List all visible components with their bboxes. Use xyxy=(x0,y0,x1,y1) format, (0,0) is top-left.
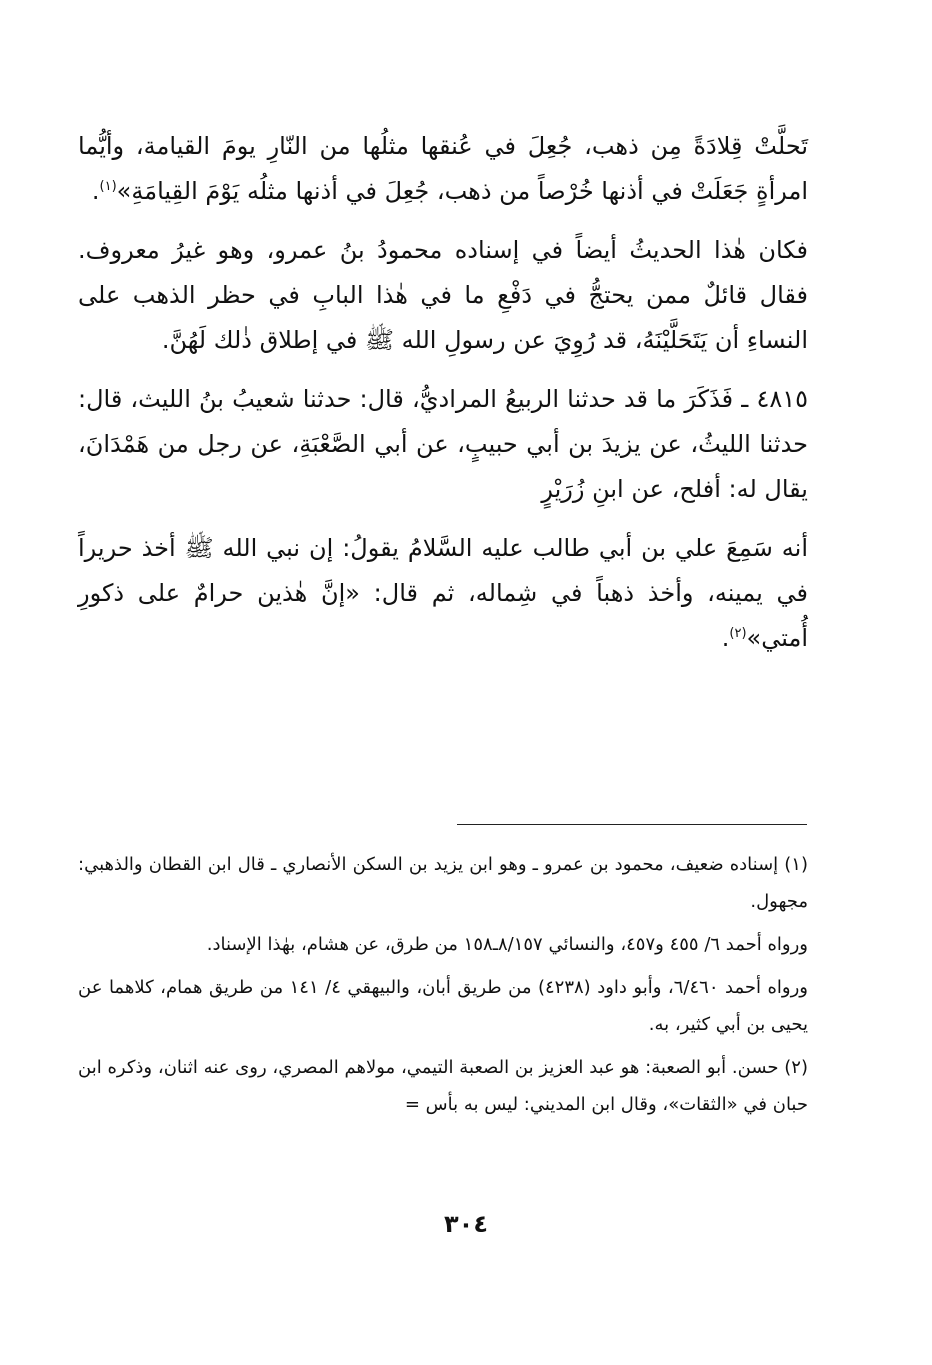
main-text xyxy=(78,124,808,661)
footnote-divider xyxy=(457,824,807,825)
main-text-block xyxy=(78,124,808,675)
paragraph-2: فكان هٰذا الحديثُ أيضاً في إسناده محمودُ بنُ عمرو، وهو غيرُ معروف. فقال قائلٌ ممن يحتجُّ في دَفْعِ ما في هٰذا البابِ في حظر الذهب على النساءِ أن يَتَحَلَّيْنَهُ، قد رُوِيَ عن رسولِ الله ﷺ في إطلاق ذٰلك لَهُنَّ. xyxy=(78,236,808,354)
paragraph-1-text: تَحلَّتْ قِلادَةً مِن ذهب، جُعِلَ في عُنقها مثلُها من النّارِ يومَ القيامة، وأيُّما امرأةٍ جَعَلَتْ في أذنها خُرْصاً من ذهب، جُعِلَ في أذنها مثلُه يَوْمَ القِيامَةِ» xyxy=(78,132,808,205)
paragraph-3-hadith-chain: ٤٨١٥ ـ فَذَكَرَ ما قد حدثنا الربيعُ المراديُّ، قال: حدثنا شعيبُ بنُ الليث، قال: حدثنا الليثُ، عن يزيدَ بن أبي حبيبٍ، عن أبي الصَّعْبَةِ، عن رجل من هَمْدَانَ، يقال له: أفلح، عن ابنِ زُرَيْرٍ xyxy=(78,385,808,503)
footnote-1-continued-b: ورواه أحمد ٦/٤٦٠، وأبو داود (٤٢٣٨) من طريق أبان، والبيهقي ٤/ ١٤١ من طريق همام، كلاهما عن يحيى بن أبي كثير، به. xyxy=(78,977,808,1035)
paragraph-1 xyxy=(78,124,808,214)
footnote-2: (٢) حسن. أبو الصعبة: هو عبد العزيز بن الصعبة التيمي، مولاهم المصري، روى عنه اثنان، وذكره ابن حبان في «الثقات»، وقال ابن المديني: ليس به بأس = xyxy=(78,1057,808,1115)
paragraph-4-text: أنه سَمِعَ علي بن أبي طالب عليه السَّلامُ يقولُ: إن نبي الله ﷺ أخذ حريراً في يمينه، وأخذ ذهباً في شِماله، ثم قال: «إنَّ هٰذين حرامٌ على ذكورِ أُمتي» xyxy=(78,534,808,652)
footnote-1: (١) إسناده ضعيف، محمود بن عمرو ـ وهو ابن يزيد بن السكن الأنصاري ـ قال ابن القطان والذهبي: مجهول. xyxy=(78,854,808,912)
footnote-ref-2: (٢) xyxy=(729,626,747,641)
paragraph-4 xyxy=(78,526,808,661)
footnotes-block xyxy=(78,846,808,1129)
page-number: ٣٠٤ xyxy=(444,1210,488,1238)
paragraph-1-end: . xyxy=(91,177,100,205)
footnote-ref-1: (١) xyxy=(99,179,117,194)
footnote-1-continued-a: ورواه أحمد ٦/ ٤٥٥ و٤٥٧، والنسائي ٨/١٥٧ـ١٥٨ من طرق، عن هشام، بهٰذا الإسناد. xyxy=(206,934,808,955)
paragraph-4-end: . xyxy=(721,624,730,652)
